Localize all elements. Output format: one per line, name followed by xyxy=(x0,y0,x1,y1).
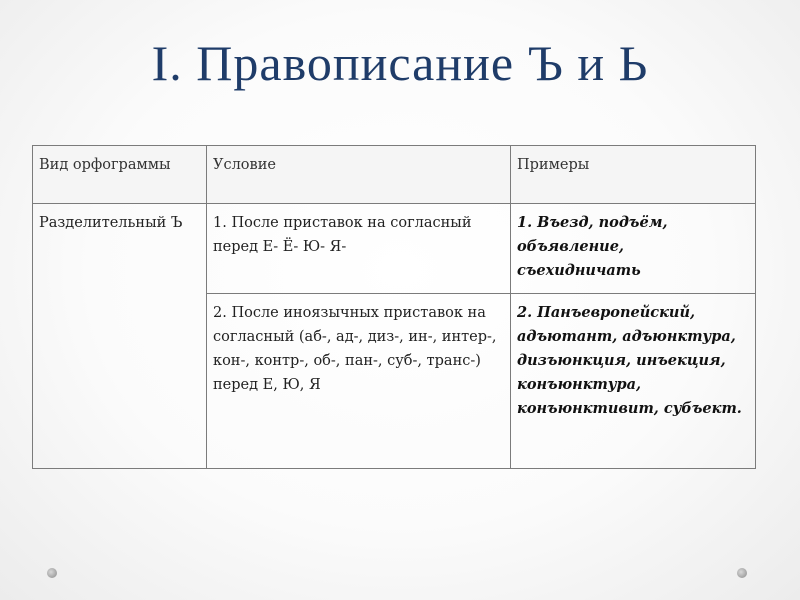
decorative-dot-right xyxy=(737,568,747,578)
cell-examples: 1. Въезд, подъём, объявление, съехидничать xyxy=(511,204,756,294)
cell-condition: 2. После иноязычных приставок на согласный (аб-, ад-, диз-, ин-, интер-, кон-, контр-, об-, пан-, суб-, транс-) перед Е, Ю, Я xyxy=(207,294,511,469)
cell-orthogram-type: Разделительный Ъ xyxy=(33,204,207,469)
header-cell-examples: Примеры xyxy=(511,146,756,204)
slide-title: I. Правописание Ъ и Ь xyxy=(151,35,649,91)
table-row xyxy=(33,204,756,294)
header-cell-condition: Условие xyxy=(207,146,511,204)
cell-condition: 1. После приставок на согласный перед Е- Ё- Ю- Я- xyxy=(207,204,511,294)
header-cell-type: Вид орфограммы xyxy=(33,146,207,204)
spelling-rules-table xyxy=(32,145,756,469)
decorative-dot-left xyxy=(47,568,57,578)
cell-examples: 2. Панъевропейский, адъютант, адъюнктура, дизъюнкция, инъекция, конъюнктура, конъюнктивит, субъект. xyxy=(511,294,756,469)
table-header-row xyxy=(33,146,756,204)
